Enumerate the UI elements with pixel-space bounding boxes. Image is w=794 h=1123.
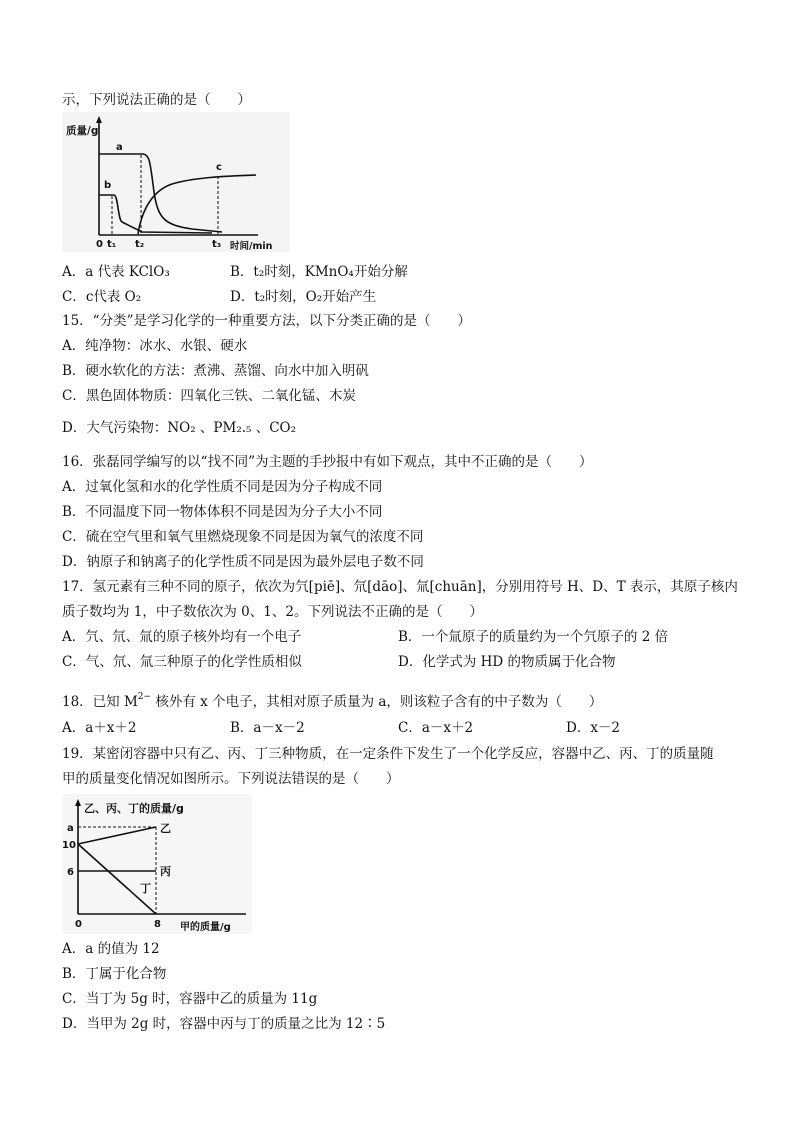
q19-y-label: 乙、丙、丁的质量/g — [84, 802, 184, 815]
q14-t1: t₁ — [107, 239, 117, 250]
q14-label-c: c — [216, 162, 222, 173]
q14-y-label: 质量/g — [66, 125, 99, 137]
q19-stem-line1: 19．某密闭容器中只有乙、丙、丁三种物质，在一定条件下发生了一个化学反应，容器中乙、丙、丁的质量随 — [62, 746, 714, 762]
q14-origin: 0 — [96, 239, 103, 250]
q14-t3: t₃ — [212, 239, 222, 250]
q19-label-yi: 乙 — [160, 822, 171, 835]
q18-stem — [62, 688, 602, 711]
q14-option-a: A．a 代表 KClO₃ — [62, 264, 170, 280]
q14-label-b: b — [104, 180, 112, 191]
q19-option-a: A．a 的值为 12 — [62, 941, 160, 957]
q15-stem: 15．“分类”是学习化学的一种重要方法，以下分类正确的是（ ） — [62, 313, 471, 329]
q16-option-c: C．硫在空气里和氧气里燃烧现象不同是因为氧气的浓度不同 — [62, 529, 424, 545]
q18-charge-superscript: 2− — [137, 692, 152, 702]
q17-option-b: B．一个氚原子的质量约为一个氕原子的 2 倍 — [398, 629, 669, 645]
q14-stem: 示，下列说法正确的是（ ） — [62, 92, 251, 108]
q15-option-c: C．黑色固体物质：四氧化三铁、二氧化锰、木炭 — [62, 388, 356, 404]
q15-option-a: A．纯净物：冰水、水银、硬水 — [62, 338, 248, 354]
q17-option-d: D．化学式为 HD 的物质属于化合物 — [398, 654, 616, 670]
q17-option-c: C．气、氘、氚三种原子的化学性质相似 — [62, 654, 302, 670]
q15-option-d: D．大气污染物：NO₂ 、PM₂.₅ 、CO₂ — [62, 420, 297, 436]
q19-y-tick-a: a — [67, 823, 74, 834]
q16-option-b: B．不同温度下同一物体体积不同是因为分子大小不同 — [62, 504, 383, 520]
q18-option-c: C．a－x＋2 — [398, 720, 474, 736]
q15-option-b: B．硬水软化的方法：煮沸、蒸馏、向水中加入明矾 — [62, 363, 369, 379]
q19-label-bing: 丙 — [160, 865, 171, 878]
q18-option-b: B．a－x－2 — [230, 720, 305, 736]
q19-option-b: B．丁属于化合物 — [62, 966, 167, 982]
q14-option-d: D．t₂时刻，O₂开始产生 — [230, 289, 377, 305]
q18-stem-after: 核外有 x 个电子，其相对原子质量为 a，则该粒子含有的中子数为（ ） — [151, 694, 603, 710]
q14-label-a: a — [116, 142, 123, 153]
q16-option-d: D．钠原子和钠离子的化学性质不同是因为最外层电子数不同 — [62, 554, 424, 570]
q16-option-a: A．过氧化氢和水的化学性质不同是因为分子构成不同 — [62, 479, 383, 495]
q14-figure — [62, 112, 290, 252]
q18-option-d: D．x－2 — [566, 720, 621, 736]
q17-option-a: A．氕、氘、氚的原子核外均有一个电子 — [62, 629, 302, 645]
q19-x-tick-8: 8 — [154, 919, 161, 930]
q17-stem-line1: 17．氢元素有三种不同的原子，依次为氕[piē]、氘[dāo]、氚[chuān]，分别用符号 H、D、T 表示，其原子核内 — [62, 579, 738, 595]
q16-stem: 16．张磊同学编写的以“找不同”为主题的手抄报中有如下观点，其中不正确的是（ ） — [62, 454, 593, 470]
q18-option-a: A．a＋x＋2 — [62, 720, 137, 736]
q19-x-label: 甲的质量/g — [180, 922, 231, 933]
q19-x-tick-0: 0 — [75, 919, 82, 930]
q14-t2: t₂ — [135, 239, 145, 250]
q14-option-c: C．c代表 O₂ — [62, 289, 142, 305]
q14-option-b: B．t₂时刻，KMnO₄开始分解 — [230, 264, 408, 280]
q19-y-tick-10: 10 — [62, 840, 76, 851]
q14-x-label: 时间/min — [230, 241, 273, 252]
q17-stem-line2: 质子数均为 1，中子数依次为 0、1、2。下列说法不正确的是（ ） — [62, 604, 483, 620]
q19-y-tick-6: 6 — [67, 867, 74, 878]
q19-option-c: C．当丁为 5g 时，容器中乙的质量为 11g — [62, 991, 318, 1007]
q19-option-d: D．当甲为 2g 时，容器中丙与丁的质量之比为 12∶5 — [62, 1016, 386, 1032]
q18-stem-before: 18．已知 M — [62, 694, 138, 710]
q19-label-ding: 丁 — [140, 882, 151, 895]
q19-figure — [62, 794, 252, 934]
q19-stem-line2: 甲的质量变化情况如图所示。下列说法错误的是（ ） — [62, 771, 400, 787]
